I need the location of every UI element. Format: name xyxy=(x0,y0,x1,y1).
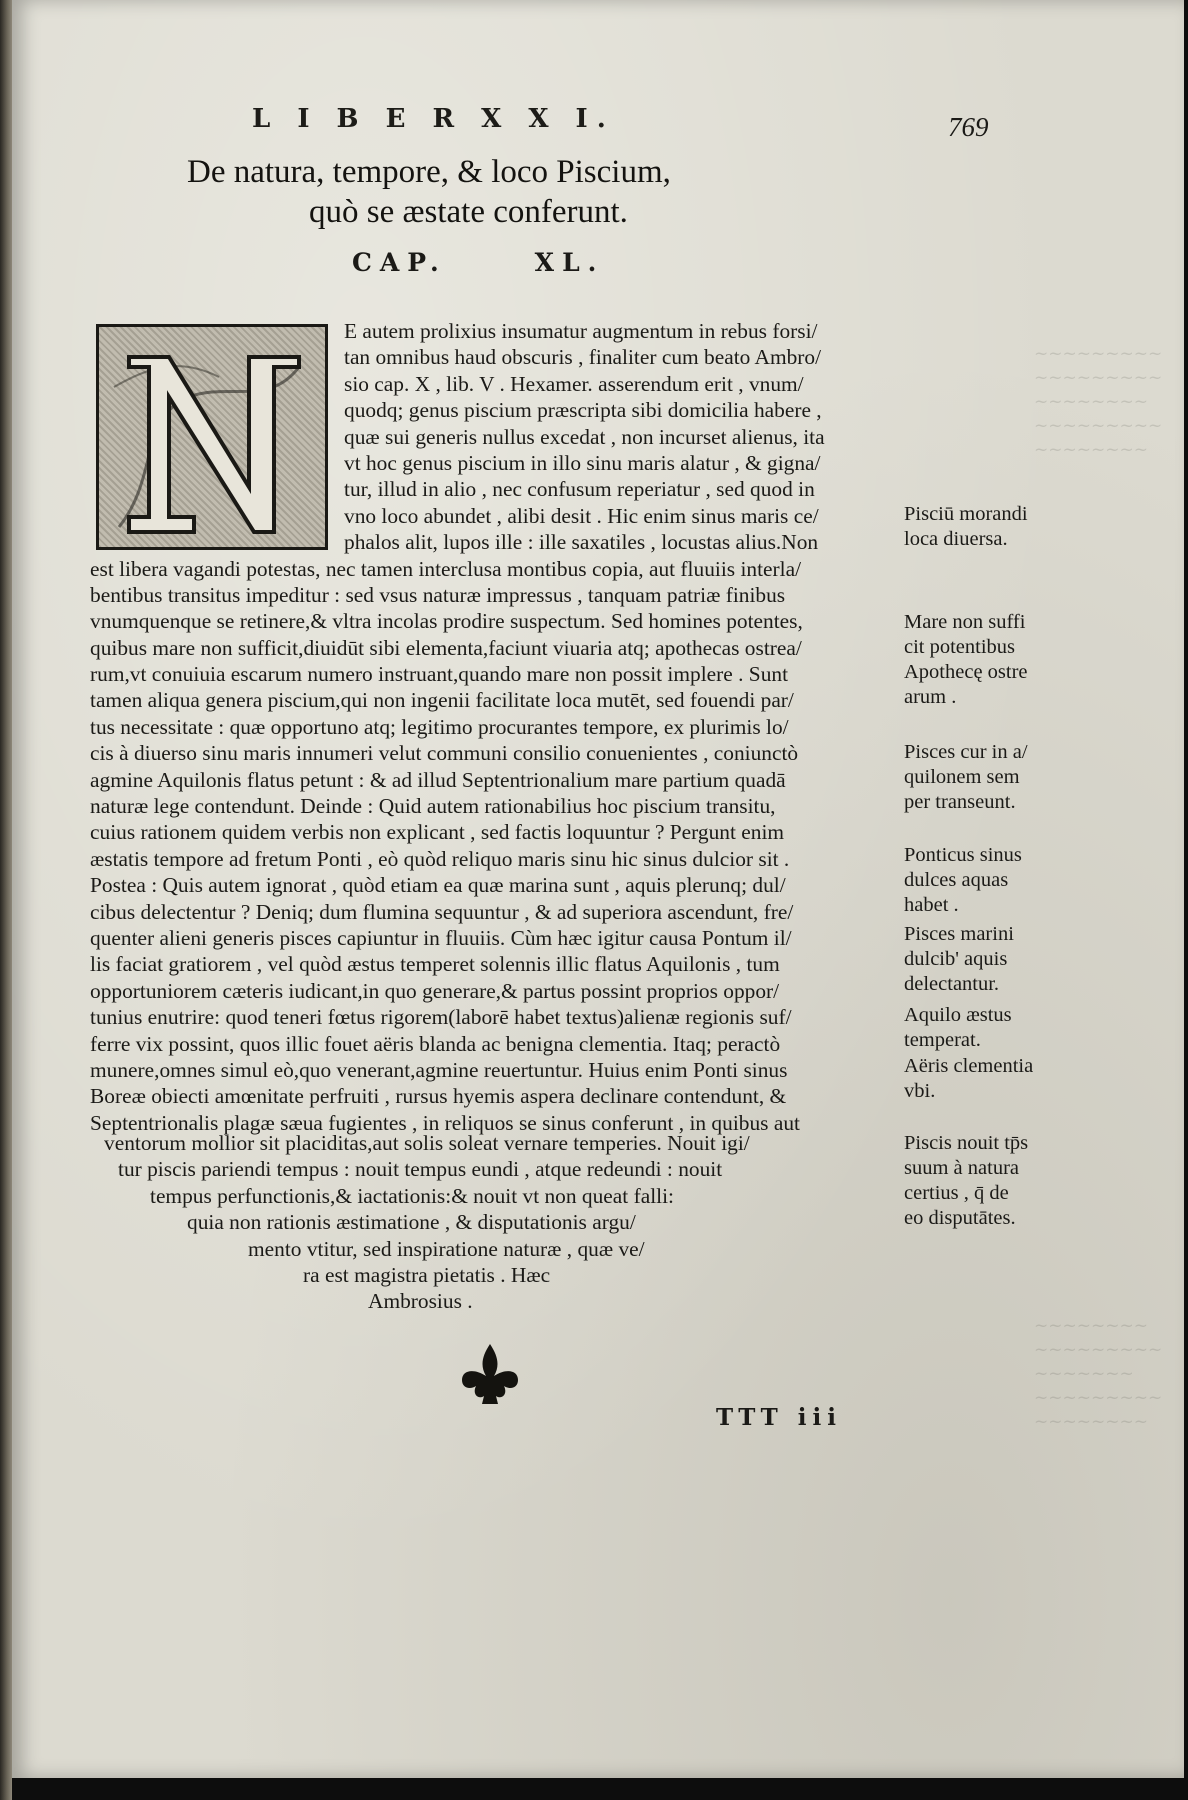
marginal-note-line: Apothecę ostre xyxy=(904,661,1028,683)
marginal-note-line: suum à natura xyxy=(904,1157,1019,1179)
binding-edge xyxy=(0,0,12,1800)
marginal-note-line: Aquilo æstus xyxy=(904,1004,1012,1026)
body-line: lis faciat gratiorem , vel quòd æstus temperet solennis illic flatus Aquilonis , tum xyxy=(90,952,780,977)
marginal-note xyxy=(904,922,1074,997)
running-head: L I B E R X X I. xyxy=(252,104,615,134)
show-through-right: ~~~~~~~~~ ~~~~~~~~~ ~~~~~~~~ ~~~~~~~~~ ~~~~~~~~ xyxy=(1034,344,1163,460)
body-line: Septentrionalis plagæ sæua fugientes , in reliquos se sinus conferunt , in quibus aut xyxy=(90,1110,800,1135)
chapter-title xyxy=(187,152,887,232)
body-line: vt hoc genus piscium in illo sinu maris alatur , & gigna/ xyxy=(344,450,821,475)
tail-line: ra est magistra pietatis . Hæc xyxy=(303,1263,551,1287)
cap-label: CAP. xyxy=(352,248,447,277)
marginal-note-line: certius , q̄ de xyxy=(904,1182,1009,1204)
marginal-note-line: Aëris clementia xyxy=(904,1055,1034,1077)
chapter-number xyxy=(352,248,604,277)
body-line: bentibus transitus impeditur : sed vsus naturæ impressus , tanquam patriæ finibus xyxy=(90,582,786,607)
marginal-note-line: temperat. xyxy=(904,1029,981,1051)
tail-line: mento vtitur, sed inspiratione naturæ , quæ ve/ xyxy=(248,1236,645,1261)
marginal-note-line: loca diuersa. xyxy=(904,528,1008,550)
marginal-note xyxy=(904,502,1074,552)
body-line: Postea : Quis autem ignorat , quòd etiam ea quæ marina sunt , aquis plerunq; dul/ xyxy=(90,873,786,898)
body-line: quodq; genus piscium præscripta sibi domicilia habere , xyxy=(344,398,822,423)
marginal-note xyxy=(904,610,1074,710)
body-line: tamen aliqua genera piscium,qui non ingenii facilitate loca mutēt, sed fouendi par/ xyxy=(90,688,794,713)
marginal-note xyxy=(904,1054,1074,1104)
body-line: sio cap. X , lib. V . Hexamer. asserendum erit , vnum/ xyxy=(344,371,804,396)
marginal-note-line: Ponticus sinus xyxy=(904,844,1022,866)
page-number: 769 xyxy=(948,112,989,142)
body-line: opportuniorem cæteris iudicant,in quo generare,& partus possint proprios oppor/ xyxy=(90,978,780,1003)
body-line: vnumquenque se retinere,& vltra incolas prodire suspectum. Sed homines potentes, xyxy=(90,609,803,634)
marginal-note xyxy=(904,740,1074,815)
cap-number: XL. xyxy=(534,248,605,277)
body-line: rum,vt conuiuia escarum numero instruant,quando mare non possit implere . Sunt xyxy=(90,662,789,687)
chapter-title-line-1: De natura, tempore, & loco Piscium, xyxy=(187,154,671,190)
body-line: quæ sui generis nullus excedat , non incurset alienus, ita xyxy=(344,424,825,449)
marginal-note xyxy=(904,1003,1074,1053)
marginal-note-line: dulces aquas xyxy=(904,869,1009,891)
marginal-note xyxy=(904,1131,1074,1231)
body-line: phalos alit, lupos ille : ille saxatiles , locustas alius.Non xyxy=(344,530,819,555)
marginal-note-line: Pisces marini xyxy=(904,923,1014,945)
body-line: ferre vix possint, quos illic fouet aëris blanda ac benigna clementia. Itaq; peractò xyxy=(90,1031,781,1056)
body-line: tus necessitate : quæ opportuno atq; legitimo procurantes tempore, ex plurimis lo/ xyxy=(90,714,789,739)
body-line: tur, illud in alio , nec confusum reperiatur , sed quod in xyxy=(344,477,815,502)
marginal-note-line: eo disputātes. xyxy=(904,1207,1016,1229)
body-line: quenter alieni generis pisces capiuntur in fluuiis. Cùm hæc igitur causa Pontum il/ xyxy=(90,925,792,950)
marginal-note-line: Piscis nouit tp̄s xyxy=(904,1132,1029,1154)
body-line: cis à diuerso sinu maris innumeri velut communi consilio conuenientes , coniunctò xyxy=(90,741,799,766)
main-body-text xyxy=(90,318,900,1136)
body-line: munere,omnes simul eò,quo venerant,agmine reuertuntur. Huius enim Ponti sinus xyxy=(90,1057,788,1082)
marginal-note-line: arum . xyxy=(904,686,957,708)
marginal-note-line: delectantur. xyxy=(904,973,1000,995)
marginal-note-line: habet . xyxy=(904,894,959,916)
body-line: naturæ lege contendunt. Deinde : Quid autem rationabilius hoc piscium transitu, xyxy=(90,794,776,819)
marginal-note-line: cit potentibus xyxy=(904,636,1016,658)
signature-mark: TTT iii xyxy=(716,1404,842,1431)
chapter-title-line-2: quò se æstate conferunt. xyxy=(309,194,628,230)
book-page xyxy=(12,0,1184,1778)
marginal-note-line: vbi. xyxy=(904,1080,936,1102)
fleuron-ornament xyxy=(458,1342,522,1408)
marginal-note-line: Pisciū morandi xyxy=(904,503,1028,525)
marginal-note xyxy=(904,843,1074,918)
tail-line: quia non rationis æstimatione , & disputationis argu/ xyxy=(187,1210,636,1235)
marginal-note-line: Pisces cur in a/ xyxy=(904,741,1028,763)
body-line: tunius enutrire: quod teneri fœtus rigorem(laborē habet textus)alienæ regionis suf/ xyxy=(90,1005,792,1030)
marginal-note-line: per transeunt. xyxy=(904,791,1016,813)
show-through-right-lower: ~~~~~~~~ ~~~~~~~~~ ~~~~~~~ ~~~~~~~~~ ~~~~~~~~ xyxy=(1034,1316,1163,1432)
marginal-note-line: Mare non suffi xyxy=(904,611,1026,633)
body-line: quibus mare non sufficit,diuidūt sibi elementa,faciunt viuaria atq; apothecas ostrea/ xyxy=(90,635,802,660)
tail-line: Ambrosius . xyxy=(368,1289,473,1314)
body-line: æstatis tempore ad fretum Ponti , eò quòd reliquo maris sinu hic sinus dulcior sit . xyxy=(90,846,790,871)
body-line: cibus delectentur ? Deniq; dum flumina sequuntur , & ad superiora ascendunt, fre/ xyxy=(90,899,794,924)
marginal-note-line: quilonem sem xyxy=(904,766,1020,788)
tail-line: ventorum mollior sit placiditas,aut solis soleat vernare temperies. Nouit igi/ xyxy=(104,1131,750,1155)
marginal-note-line: dulcib' aquis xyxy=(904,948,1008,970)
tail-line: tempus perfunctionis,& iactationis:& nouit vt non queat falli: xyxy=(150,1183,674,1208)
body-line: est libera vagandi potestas, nec tamen interclusa montibus copia, aut fluuiis interla/ xyxy=(90,556,802,581)
body-line: cuius rationem quidem verbis non explicant , sed factis loquuntur ? Pergunt enim xyxy=(90,820,785,845)
body-line: agmine Aquilonis flatus petunt : & ad illud Septentrionalium mare partium quadā xyxy=(90,767,786,792)
body-line: Boreæ obiecti amœnitate perfruiti , rursus hyemis aspera declinare contendunt, & xyxy=(90,1084,787,1109)
body-line: E autem prolixius insumatur augmentum in rebus forsi/ xyxy=(344,319,818,343)
body-line: vno loco abundet , alibi desit . Hic enim sinus maris ce/ xyxy=(344,503,819,528)
body-line: tan omnibus haud obscuris , finaliter cum beato Ambro/ xyxy=(344,345,822,370)
tail-line: tur piscis pariendi tempus : nouit tempus eundi , atque redeundi : nouit xyxy=(118,1157,723,1182)
